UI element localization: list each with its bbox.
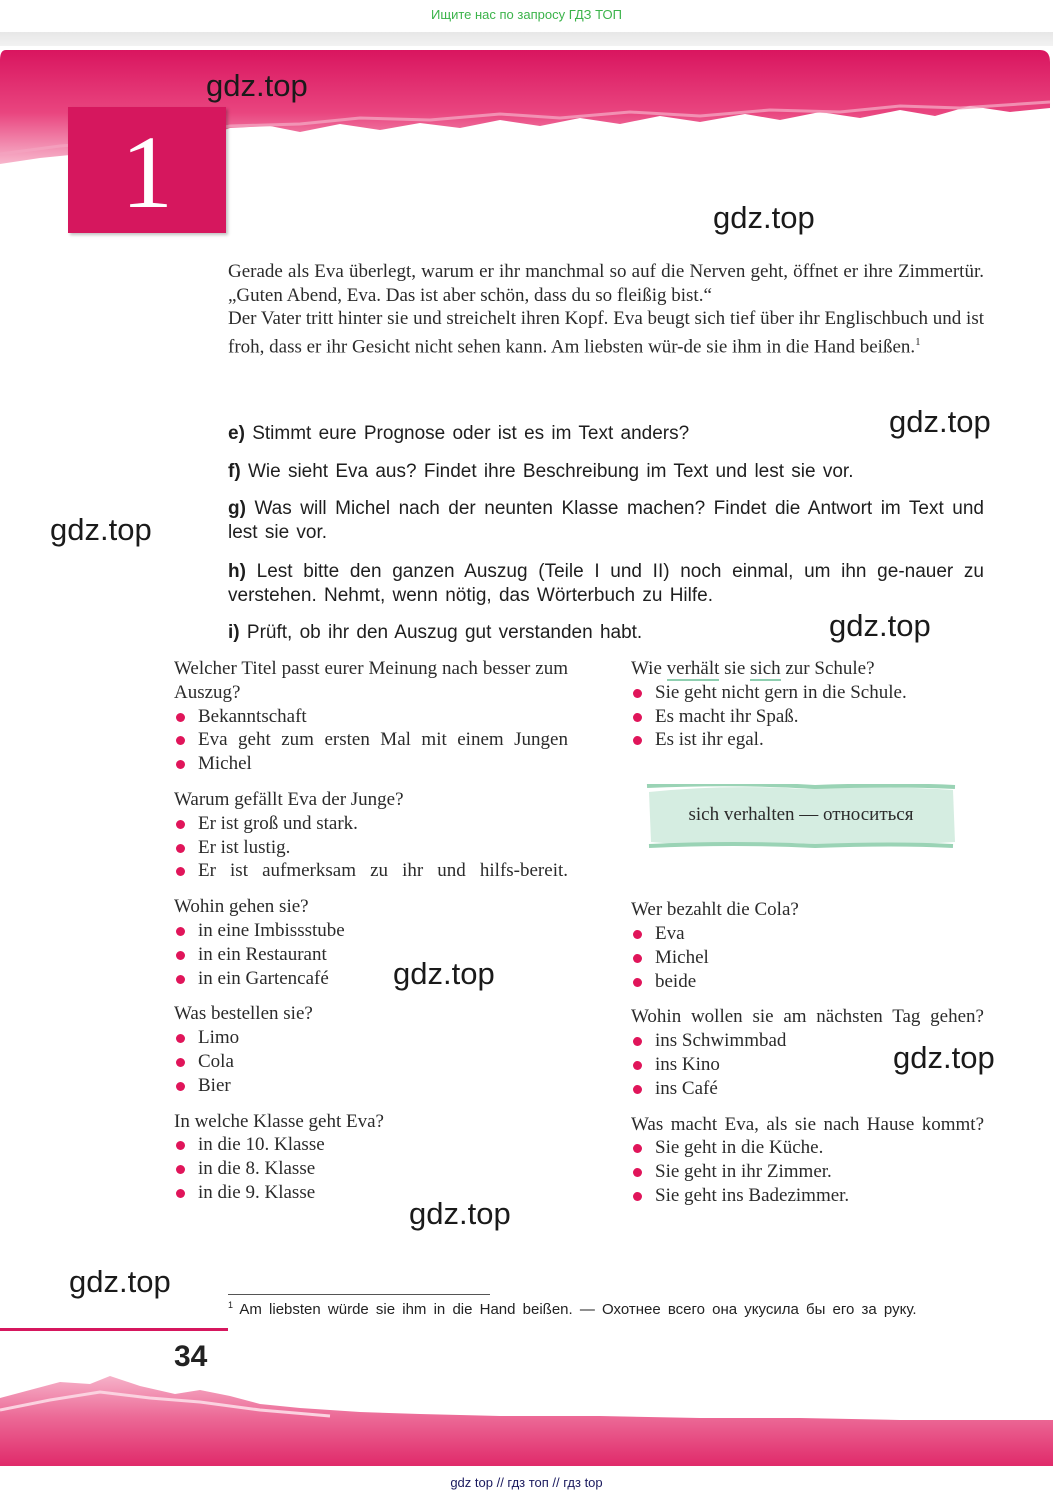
bullet-icon xyxy=(633,1037,642,1046)
footnote-marker: 1 xyxy=(915,335,921,348)
task-letter: i) xyxy=(228,622,240,643)
quiz-option[interactable]: Sie geht ins Badezimmer. xyxy=(631,1184,984,1208)
quiz-options xyxy=(174,1026,568,1097)
quiz-question: Wie verhält sie sich zur Schule? xyxy=(631,658,875,679)
story-paragraph: „Guten Abend, Eva. Das ist aber schön, dass du so fleißig bist.“ xyxy=(228,284,712,306)
footnote-divider xyxy=(228,1294,490,1295)
page-number: 34 xyxy=(174,1340,208,1373)
watermark: gdz.top xyxy=(713,200,815,235)
quiz-option[interactable]: Eva xyxy=(631,922,984,946)
bullet-icon xyxy=(176,844,185,853)
quiz-options xyxy=(174,705,568,776)
quiz-question: Was macht Eva, als sie nach Hause kommt? xyxy=(631,1113,984,1135)
bullet-icon xyxy=(176,713,185,722)
quiz-option[interactable]: Er ist groß und stark. xyxy=(174,812,568,836)
quiz-question: Was bestellen sie? xyxy=(174,1003,313,1025)
watermark: gdz.top xyxy=(409,1196,511,1231)
task-e xyxy=(228,422,984,446)
quiz-option[interactable]: in eine Imbissstube xyxy=(174,919,568,943)
task-letter: e) xyxy=(228,423,245,444)
footnote-text: Am liebsten würde sie ihm in die Hand beißen. — Охотнее всего она укусила бы его за руку. xyxy=(239,1301,917,1318)
quiz-options xyxy=(174,812,568,883)
bullet-icon xyxy=(633,736,642,745)
quiz-option[interactable]: Er ist lustig. xyxy=(174,836,568,860)
footnote xyxy=(228,1300,988,1318)
bullet-icon xyxy=(633,1085,642,1094)
bullet-icon xyxy=(176,736,185,745)
quiz-option[interactable]: in ein Gartencafé xyxy=(174,967,568,991)
bullet-icon xyxy=(176,1165,185,1174)
quiz-option[interactable]: Es macht ihr Spaß. xyxy=(631,705,984,729)
quiz-question: Wohin wollen sie am nächsten Tag gehen? xyxy=(631,1006,984,1028)
quiz-option[interactable]: Eva geht zum ersten Mal mit einem Jungen xyxy=(174,728,568,752)
quiz-option[interactable]: ins Kino xyxy=(631,1053,984,1077)
task-text: Lest bitte den ganzen Auszug (Teile I und II) noch einmal, um ihn ge-nauer zu verstehen. Nehmt, wenn nötig, das Wörterbuch zu Hilfe. xyxy=(228,561,984,606)
quiz-option[interactable]: Limo xyxy=(174,1026,568,1050)
task-letter: h) xyxy=(228,561,246,582)
watermark: gdz.top xyxy=(829,608,931,643)
quiz-option[interactable]: Es ist ihr egal. xyxy=(631,728,984,752)
bullet-icon xyxy=(176,1189,185,1198)
watermark: gdz.top xyxy=(206,68,308,103)
quiz-option[interactable]: in die 9. Klasse xyxy=(174,1181,568,1205)
task-h xyxy=(228,560,984,607)
quiz-question: Wohin gehen sie? xyxy=(174,896,309,918)
bullet-icon xyxy=(633,1061,642,1070)
task-f xyxy=(228,460,984,484)
quiz-option[interactable]: in die 10. Klasse xyxy=(174,1133,568,1157)
top-banner xyxy=(0,0,1053,34)
task-text: Prüft, ob ihr den Auszug gut verstanden habt. xyxy=(246,622,643,643)
bullet-icon xyxy=(633,713,642,722)
bullet-icon xyxy=(176,951,185,960)
bullet-icon xyxy=(633,1144,642,1153)
task-text: Wie sieht Eva aus? Findet ihre Beschreibung im Text und lest sie vor. xyxy=(247,461,854,482)
quiz-option[interactable]: ins Schwimmbad xyxy=(631,1029,984,1053)
quiz-options xyxy=(631,922,984,993)
bottom-bar xyxy=(0,1468,1053,1500)
quiz-options xyxy=(631,1136,984,1207)
quiz-option[interactable]: ins Café xyxy=(631,1077,984,1101)
quiz-option[interactable]: in ein Restaurant xyxy=(174,943,568,967)
story-paragraph: Gerade als Eva überlegt, warum er ihr manchmal so auf die Nerven geht, öffnet er ihre Zimmertür. xyxy=(228,261,984,282)
quiz-option[interactable]: Cola xyxy=(174,1050,568,1074)
quiz-question: Wer bezahlt die Cola? xyxy=(631,899,799,921)
quiz-option[interactable]: Sie geht in ihr Zimmer. xyxy=(631,1160,984,1184)
bullet-icon xyxy=(633,689,642,698)
quiz-option[interactable]: Sie geht in die Küche. xyxy=(631,1136,984,1160)
bullet-icon xyxy=(176,1141,185,1150)
story-excerpt xyxy=(228,260,984,359)
watermark: gdz.top xyxy=(50,512,152,547)
task-text: Was will Michel nach der neunten Klasse machen? Findet die Antwort im Text und lest sie vor. xyxy=(228,498,984,543)
search-hint-link[interactable]: Ищите нас по запросу ГДЗ ТОП xyxy=(431,7,622,22)
bullet-icon xyxy=(176,1082,185,1091)
page-number-rule xyxy=(0,1328,228,1331)
bullet-icon xyxy=(176,867,185,876)
task-g xyxy=(228,497,984,544)
lesson-number-box xyxy=(68,107,226,233)
quiz-right-column xyxy=(631,657,984,1220)
bullet-icon xyxy=(176,927,185,936)
quiz-option[interactable]: beide xyxy=(631,970,984,994)
bullet-icon xyxy=(176,975,185,984)
bullet-icon xyxy=(176,820,185,829)
bottom-links[interactable]: gdz top // гдз топ // гдз top xyxy=(450,1475,603,1490)
quiz-options xyxy=(174,1133,568,1204)
watermark: gdz.top xyxy=(69,1264,171,1299)
quiz-question: Warum gefällt Eva der Junge? xyxy=(174,788,404,810)
quiz-option[interactable]: Michel xyxy=(631,946,984,970)
vocabulary-entry: sich verhalten — относиться xyxy=(688,804,914,825)
quiz-option[interactable]: Bekanntschaft xyxy=(174,705,568,729)
quiz-question: Welcher Titel passt eurer Meinung nach besser zum Auszug? xyxy=(174,658,568,703)
footnote-number: 1 xyxy=(228,1300,234,1310)
lesson-number: 1 xyxy=(121,115,173,230)
bullet-icon xyxy=(176,1034,185,1043)
quiz-options xyxy=(174,919,568,990)
watermark: gdz.top xyxy=(393,956,495,991)
bullet-icon xyxy=(633,930,642,939)
footer-brush-stroke xyxy=(0,1370,1053,1468)
bullet-icon xyxy=(176,1058,185,1067)
story-paragraph-text: Der Vater tritt hinter sie und streichelt ihren Kopf. Eva beugt sich tief über ihr Englischbuch und ist froh, dass er ihr Gesicht nicht sehen kann. Am liebsten wür-de sie ihm in die Hand beißen. xyxy=(228,308,984,358)
bullet-icon xyxy=(633,1192,642,1201)
quiz-question: In welche Klasse geht Eva? xyxy=(174,1110,384,1132)
story-paragraph xyxy=(228,307,984,359)
quiz-option[interactable]: in die 8. Klasse xyxy=(174,1157,568,1181)
bullet-icon xyxy=(633,978,642,987)
quiz-option[interactable]: Er ist aufmerksam zu ihr und hilfs-bereit. xyxy=(174,859,568,883)
quiz-option[interactable]: Sie geht nicht gern in die Schule. xyxy=(631,681,984,705)
underlined-word: sich xyxy=(750,658,781,679)
bullet-icon xyxy=(633,1168,642,1177)
quiz-option[interactable]: Michel xyxy=(174,752,568,776)
task-letter: g) xyxy=(228,498,246,519)
quiz-left-column xyxy=(174,657,568,1217)
bullet-icon xyxy=(633,954,642,963)
watermark: gdz.top xyxy=(889,404,991,439)
task-i xyxy=(228,621,984,645)
underlined-word: verhält xyxy=(666,658,720,679)
vocabulary-box xyxy=(645,784,957,848)
quiz-option[interactable]: Bier xyxy=(174,1074,568,1098)
task-letter: f) xyxy=(228,461,241,482)
task-text: Stimmt eure Prognose oder ist es im Text anders? xyxy=(252,423,690,444)
quiz-options xyxy=(631,1029,984,1100)
watermark: gdz.top xyxy=(893,1040,995,1075)
quiz-options xyxy=(631,681,984,752)
bullet-icon xyxy=(176,760,185,769)
